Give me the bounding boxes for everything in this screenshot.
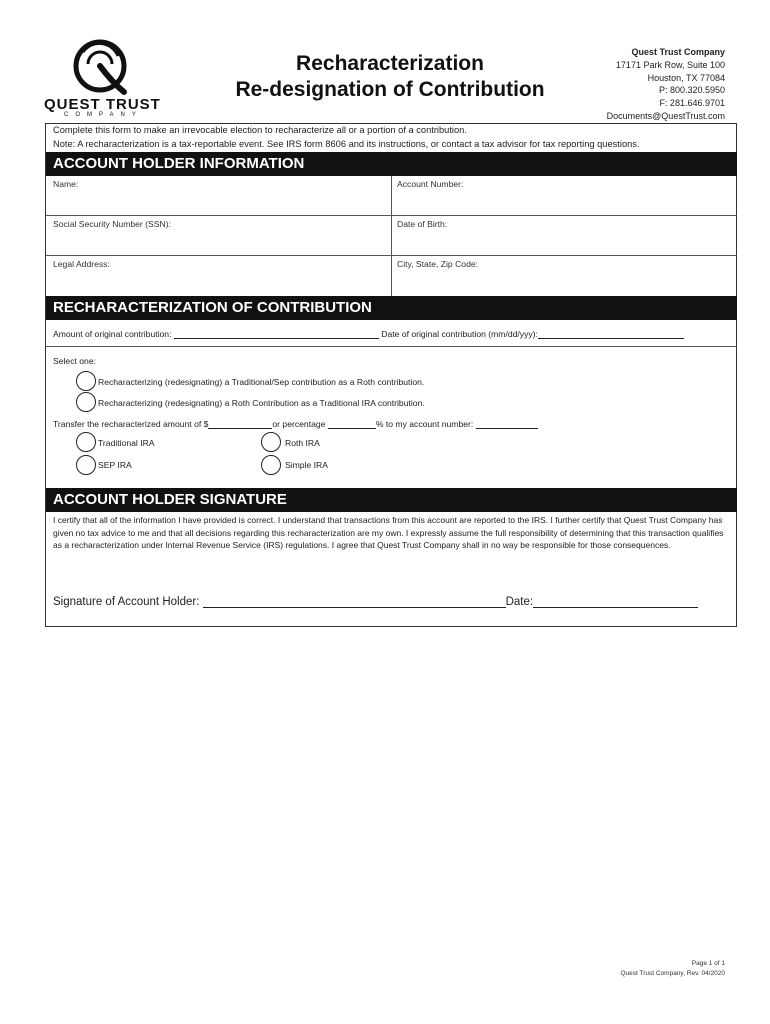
company-city: Houston, TX 77084 (647, 72, 725, 83)
legal-address-field[interactable]: Legal Address: (53, 259, 110, 269)
revision-note: Quest Trust Company, Rev. 04/2020 (620, 970, 725, 977)
transfer-percentage-input[interactable] (328, 418, 376, 429)
company-name: Quest Trust Company (631, 47, 725, 57)
original-date-input[interactable] (538, 328, 684, 339)
logo-subtitle: COMPANY (64, 112, 143, 118)
row-divider (46, 346, 737, 347)
ssn-field[interactable]: Social Security Number (SSN): (53, 219, 171, 229)
logo-wordmark: QUEST TRUST (44, 96, 161, 113)
option2-label: Recharacterizing (redesignating) a Roth Contribution as a Traditional IRA contribution. (98, 398, 425, 408)
section-header-signature: ACCOUNT HOLDER SIGNATURE (46, 488, 737, 512)
company-phone: P: 800.320.5950 (658, 85, 725, 96)
option2-radio[interactable] (76, 392, 96, 412)
signature-label: Signature of Account Holder: (53, 596, 200, 608)
form-title-line2: Re-designation of Contribution (235, 78, 545, 101)
select-one-label: Select one: (53, 356, 96, 366)
section-header-account-holder: ACCOUNT HOLDER INFORMATION (46, 152, 737, 176)
roth-ira-radio[interactable] (261, 432, 281, 452)
intro-line2: Note: A recharacterization is a tax-reportable event. See IRS form 8606 and its instructions, or contact a tax advisor for tax reporting questions. (53, 139, 640, 149)
amount-label: Amount of original contribution: (53, 329, 172, 339)
simple-ira-label: Simple IRA (285, 460, 328, 470)
signature-row (53, 594, 698, 608)
amount-input[interactable] (174, 328, 379, 339)
transfer-prefix: Transfer the recharacterized amount of $ (53, 419, 209, 429)
section-header-recharacterization: RECHARACTERIZATION OF CONTRIBUTION (46, 296, 737, 320)
sep-ira-radio[interactable] (76, 455, 96, 475)
page-number: Page 1 of 1 (691, 960, 725, 967)
company-email: Documents@QuestTrust.com (606, 110, 725, 121)
row-divider (46, 255, 737, 256)
signature-date-label: Date: (505, 596, 534, 608)
company-street: 17171 Park Row, Suite 100 (615, 59, 725, 70)
amount-row (53, 328, 684, 339)
simple-ira-radio[interactable] (261, 455, 281, 475)
option1-radio[interactable] (76, 371, 96, 391)
signature-date-input[interactable] (533, 594, 698, 608)
signature-input[interactable] (203, 594, 506, 608)
transfer-or: or percentage (272, 419, 326, 429)
company-address (607, 46, 725, 123)
dob-field[interactable]: Date of Birth: (397, 219, 448, 229)
city-state-zip-field[interactable]: City, State, Zip Code: (397, 259, 479, 269)
traditional-ira-label: Traditional IRA (98, 438, 155, 448)
option1-label: Recharacterizing (redesignating) a Traditional/Sep contribution as a Roth contribution. (98, 377, 425, 387)
account-number-field[interactable]: Account Number: (397, 179, 464, 189)
original-date-label: Date of original contribution (mm/dd/yyy): (381, 329, 538, 339)
column-divider (391, 176, 392, 296)
transfer-amount-input[interactable] (208, 418, 272, 429)
certification-text: I certify that all of the information I have provided is correct. I understand that transactions from this account are reported to the IRS. I further certify that Quest Trust Company has given no tax advice to me and that all decisions regarding this recharacterization are my own. I expressly assume the full responsibility of determining that this transaction qualifies as a recharacterization under Internal Revenue Service (IRS) regulations. I agree that Quest Trust Company shall in no way be responsible for those consequences. (53, 515, 724, 551)
transfer-account-number-input[interactable] (476, 418, 538, 429)
q-mark-icon (76, 42, 124, 92)
company-fax: F: 281.646.9701 (659, 98, 725, 109)
intro-line1: Complete this form to make an irrevocable election to recharacterize all or a portion of a contribution. (53, 125, 467, 135)
roth-ira-label: Roth IRA (285, 438, 320, 448)
transfer-suffix: % to my account number: (375, 419, 474, 429)
form-title-line1: Recharacterization (296, 52, 484, 75)
traditional-ira-radio[interactable] (76, 432, 96, 452)
transfer-row (53, 418, 538, 429)
sep-ira-label: SEP IRA (98, 460, 132, 470)
name-field[interactable]: Name: (53, 179, 79, 189)
row-divider (46, 215, 737, 216)
